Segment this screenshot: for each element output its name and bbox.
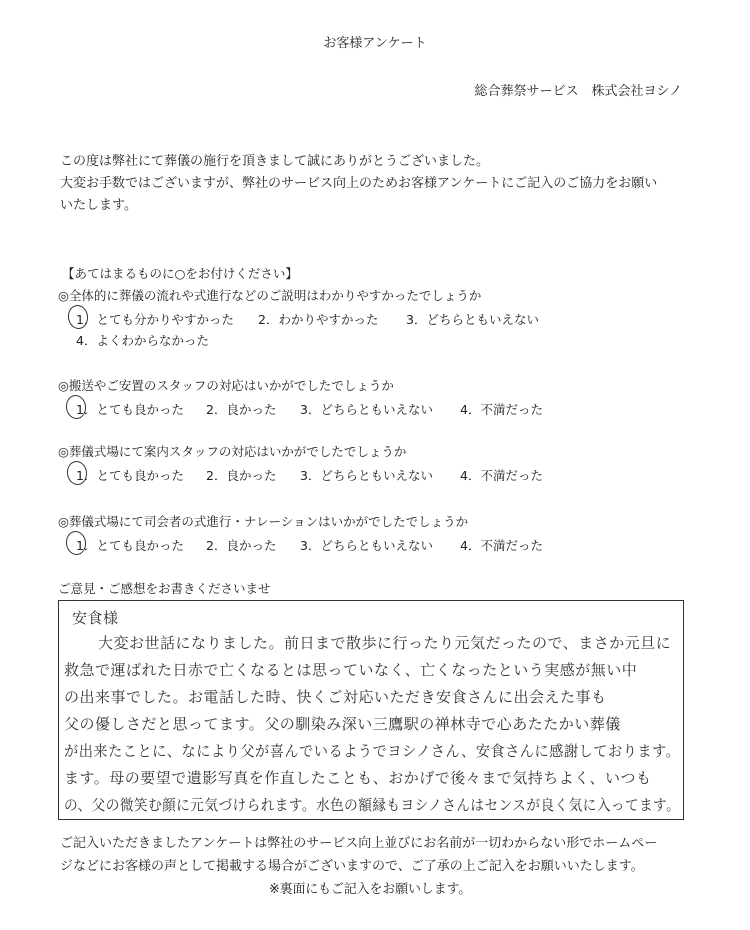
q4-option-4[interactable]: 4．不満だった [460,538,543,553]
footer-line-2: ジなどにお客様の声として掲載する場合がございますので、ご了承の上ご記入をお願いいたします。 [60,859,644,874]
footer-line-1: ご記入いただきましたアンケートは弊社のサービス向上並びにお名前が一切わからない形でホームペー [60,836,658,851]
comment-line: 父の優しさだと思ってます。父の馴染み深い三鷹駅の禅林寺で心あたたかい葬儀 [64,715,621,733]
q2-option-4[interactable]: 4．不満だった [460,402,543,417]
q1-option-2[interactable]: 2．わかりやすかった [258,312,379,327]
q4-option-1[interactable]: 1．とても良かった [76,538,184,553]
comment-line: 大変お世話になりました。前日まで散歩に行ったり元気だったので、まさか元旦に [98,634,672,652]
q2-option-3[interactable]: 3．どちらともいえない [300,402,433,417]
question-3: ◎葬儀式場にて案内スタッフの対応はいかがでしたでしょうか [58,444,407,459]
question-2: ◎搬送やご安置のスタッフの対応はいかがでしたでしょうか [58,378,394,393]
intro-line-3: いたします。 [60,198,137,213]
q1-option-3[interactable]: 3．どちらともいえない [406,312,539,327]
q3-option-3[interactable]: 3．どちらともいえない [300,468,433,483]
q3-option-2[interactable]: 2．良かった [206,468,277,483]
company-name: 総合葬祭サービス 株式会社ヨシノ [474,84,682,99]
question-4: ◎葬儀式場にて司会者の式進行・ナレーションはいかがでしたでしょうか [58,514,469,529]
q4-option-3[interactable]: 3．どちらともいえない [300,538,433,553]
q2-option-2[interactable]: 2．良かった [206,402,277,417]
q4-option-2[interactable]: 2．良かった [206,538,277,553]
footer-note: ※裏面にもご記入をお願いします。 [269,882,472,897]
q1-option-1[interactable]: 1．とても分かりやすかった [76,312,234,327]
comment-line: の、父の微笑む顔に元気づけられます。水色の額縁もヨシノさんはセンスが良く気に入ってます。 [64,796,681,814]
page-title: お客様アンケート [323,36,427,51]
comments-label: ご意見・ご感想をお書きくださいませ [58,581,271,596]
comment-line: 救急で運ばれた日赤で亡くなるとは思っていなく、亡くなったという実感が無い中 [64,661,638,679]
q3-option-1[interactable]: 1．とても良かった [76,468,184,483]
comment-line: ます。母の要望で遺影写真を作直したことも、おかげで後々まで気持ちよく、いつも [64,769,652,787]
instruction: 【あてはまるものに○をお付けください】 [62,266,298,281]
comment-line: 安食様 [72,609,119,627]
intro-line-1: この度は弊社にて葬儀の施行を頂きまして誠にありがとうございました。 [60,154,490,169]
q2-option-1[interactable]: 1．とても良かった [76,402,184,417]
intro-line-2: 大変お手数ではございますが、弊社のサービス向上のためお客様アンケートにご記入のご協力をお願い [60,176,658,191]
question-1: ◎全体的に葬儀の流れや式進行などのご説明はわかりやすかったでしょうか [58,288,482,303]
comment-line: の出来事でした。お電話した時、快くご対応いただき安食さんに出会えた事も [64,688,607,706]
q1-option-4[interactable]: 4．よくわからなかった [76,333,209,348]
comment-line: が出来たことに、なにより父が喜んでいるようでヨシノさん、安食さんに感謝しております。 [64,742,681,760]
q3-option-4[interactable]: 4．不満だった [460,468,543,483]
